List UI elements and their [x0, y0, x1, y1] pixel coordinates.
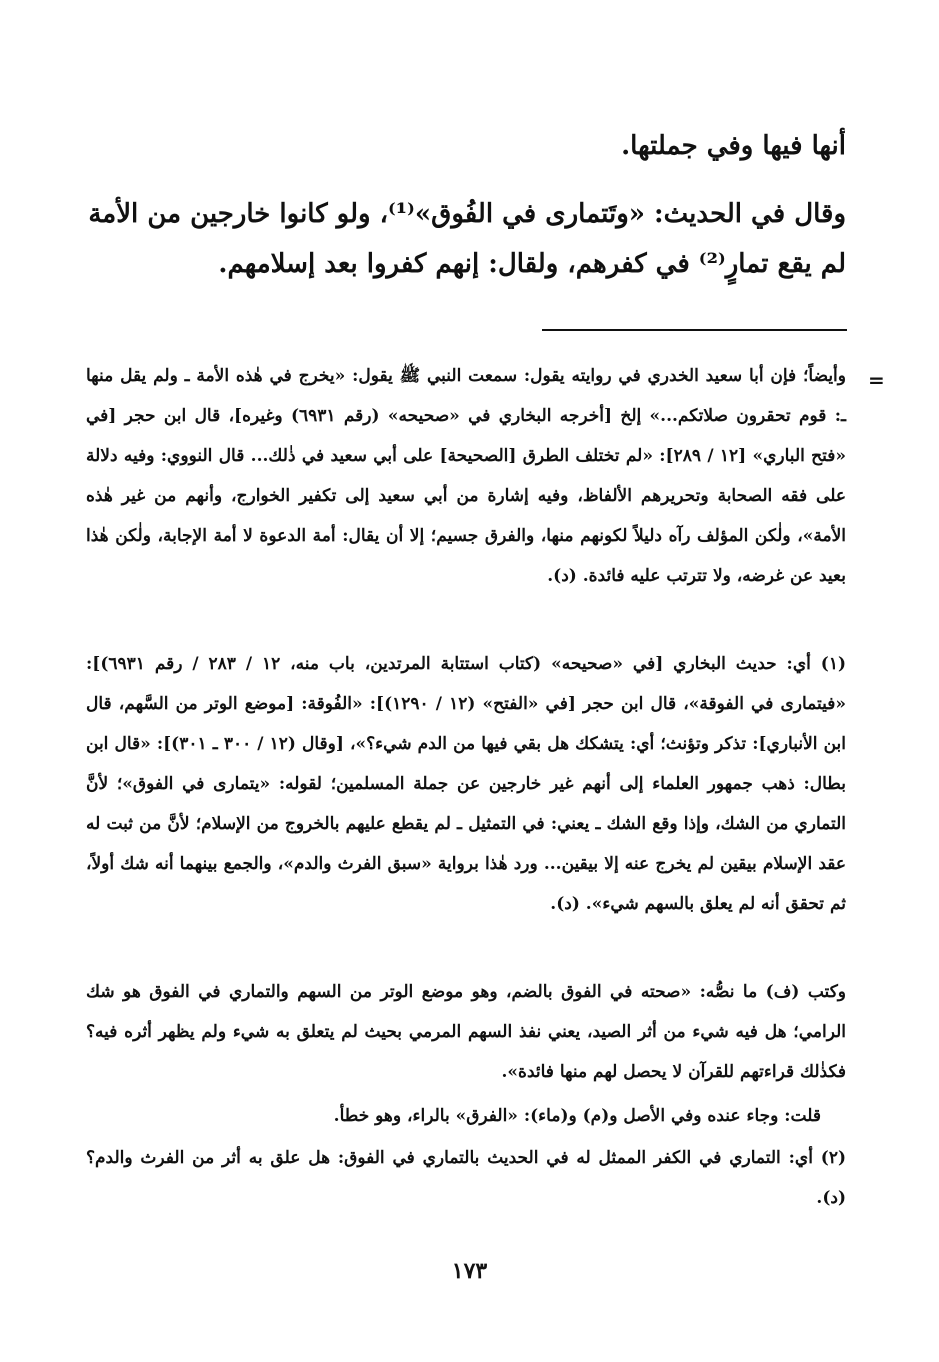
footnote-1 — [86, 644, 846, 924]
footnote-2 — [86, 1138, 846, 1218]
continuation-mark: = — [868, 368, 885, 392]
footnote-continued — [86, 356, 846, 596]
footnote-1-remark — [86, 1096, 821, 1136]
main-text-line-1: أنها فيها وفي جملتها. — [621, 131, 846, 161]
page-number: ١٧٣ — [451, 1258, 488, 1284]
footnote-2-text: (٢) أي: التماري في الكفر الممثل له في الحديث بالتماري في الفوق: هل علق به أثر من الفرث والدم؟ (د). — [86, 1148, 847, 1208]
main-text-line-2: وقال في الحديث: «وتَتمارى في الفُوق»⁽¹⁾، ولو كانوا خارجين من الأمة — [88, 199, 846, 229]
footnote-continued-text: وأيضاً؛ فإن أبا سعيد الخدري في روايته يقول: سمعت النبي ﷺ يقول: «يخرج في هٰذه الأمة ـ ولم يقل منها ـ: قوم تحقرون صلاتكم...» إلخ [أخرجه البخاري في «صحيحه» (رقم ٦٩٣١) وغيره]، قال ابن حجر [في «فتح الباري» [١٢ / ٢٨٩]: «لم تختلف الطرق [الصحيحة] على أبي سعيد في ذٰلك... قال النووي: وفيه دلالة على فقه الصحابة وتحريرهم الألفاظ، وفيه إشارة من أبي سعيد إلى تكفير الخوارج، وأنهم من غير هٰذه الأمة»، ولٰكن المؤلف رآه دليلاً لكونهم منها، والفرق جسيم؛ إلا أن يقال: أمة الدعوة لا أمة الإجابة، ولٰكن هٰذا بعيد عن غرضه، ولا تترتب عليه فائدة. (د). — [86, 366, 847, 586]
footnote-1-text: (١) أي: حديث البخاري [في «صحيحه» (كتاب استتابة المرتدين، باب منه، ١٢ / ٢٨٣ / رقم ٦٩٣١)]: «فيتمارى في الفوقة»، قال ابن حجر [في «الفتح» (١٢ / ١٢٩٠)]: «الفُوقة: [موضع الوتر من السَّهم، قال ابن الأنباري]: تذكر وتؤنث؛ أي: يتشكك هل بقي فيها من الدم شيء؟»، [وقال (١٢ / ٣٠٠ ـ ٣٠١)]: «قال ابن بطال: ذهب جمهور العلماء إلى أنهم غير خارجين عن جملة المسلمين؛ لقوله: «يتمارى في الفوق»؛ لأنَّ التماري من الشك، وإذا وقع الشك ـ يعني: في التمثيل ـ لم يقطع عليهم بالخروج من الإسلام؛ لأنَّ من ثبت له عقد الإسلام بيقين لم يخرج عنه إلا بيقين... ورد هٰذا برواية «سبق الفرث والدم»، والجمع بينهما أنه شك أولاً، ثم تحقق أنه لم يعلق بالسهم شيء». (د). — [86, 654, 846, 914]
footnote-1-remark-text: قلت: وجاء عنده وفي الأصل و(م) و(ماء): «الفرق» بالراء، وهو خطأ. — [333, 1106, 821, 1126]
main-text-line-3: لم يقع تمارٍ⁽²⁾ في كفرهم، ولقال: إنهم كفروا بعد إسلامهم. — [218, 249, 846, 279]
footnote-separator — [542, 329, 847, 331]
footnote-1-comment — [86, 972, 846, 1092]
footnote-1-comment-text: وكتب (ف) ما نصُّه: «صحته في الفوق بالضم، وهو موضع الوتر من السهم والتماري في الفوق هو شك الرامي؛ هل فيه شيء من أثر الصيد، يعني نفذ السهم المرمي بحيث لم يتعلق به شيء ولم يظهر أثره فيه؟ فكذٰلك قراءتهم للقرآن لا يحصل لهم منها فائدة». — [86, 982, 846, 1082]
